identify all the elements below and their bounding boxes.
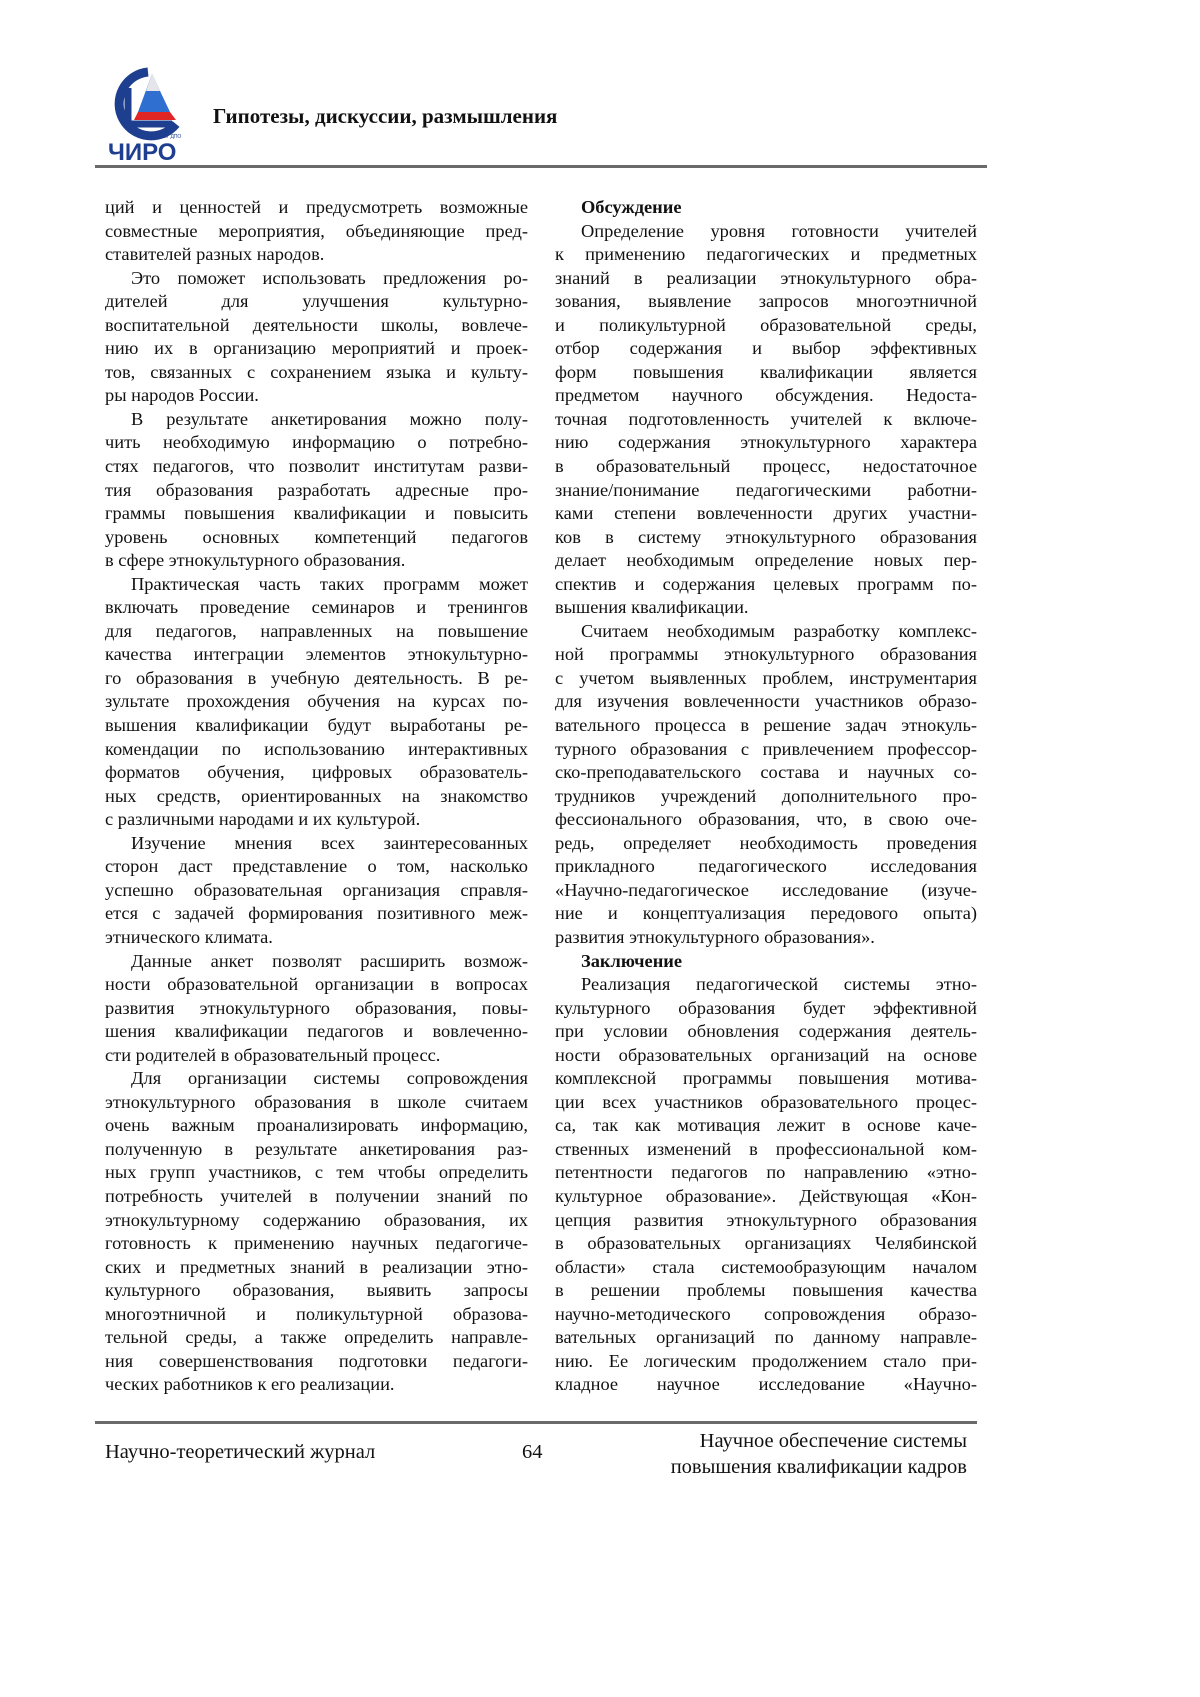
text-line: тельной среды, а также определить направле- bbox=[105, 1326, 528, 1350]
text-line: трудников учреждений дополнительного про- bbox=[555, 785, 977, 809]
text-line: развития этнокультурного образования». bbox=[555, 926, 977, 950]
left-column bbox=[105, 196, 528, 1397]
text-line: комендации по использованию интерактивных bbox=[105, 738, 528, 762]
paragraph bbox=[555, 973, 977, 1397]
text-line: для изучения вовлеченности участников образо- bbox=[555, 690, 977, 714]
section-heading: Обсуждение bbox=[555, 196, 977, 220]
svg-text:ГБУ ДПО: ГБУ ДПО bbox=[160, 134, 181, 140]
text-line: дителей для улучшения культурно- bbox=[105, 290, 528, 314]
text-line: фессионального образования, что, в свою оче- bbox=[555, 808, 977, 832]
text-line: зования, выявление запросов многоэтничной bbox=[555, 290, 977, 314]
text-line: включать проведение семинаров и тренингов bbox=[105, 596, 528, 620]
text-line: ками степени вовлеченности других участни- bbox=[555, 502, 977, 526]
text-line: вательного процесса в решение задач этнокуль- bbox=[555, 714, 977, 738]
text-line: с различными народами и их культурой. bbox=[105, 808, 528, 832]
text-line: этнокультурному содержанию образования, их bbox=[105, 1209, 528, 1233]
text-line: предметом научного обсуждения. Недоста- bbox=[555, 384, 977, 408]
text-line: тия образования разработать адресные про- bbox=[105, 479, 528, 503]
text-line: нию. Ее логическим продолжением стало при- bbox=[555, 1350, 977, 1374]
footer-divider bbox=[95, 1421, 977, 1424]
text-line: спектив и содержания целевых программ по- bbox=[555, 573, 977, 597]
text-line: тов, связанных с сохранением языка и культу- bbox=[105, 361, 528, 385]
text-line: кладное научное исследование «Научно- bbox=[555, 1373, 977, 1397]
text-line: сторон даст представление о том, насколько bbox=[105, 855, 528, 879]
section-heading: Заключение bbox=[555, 950, 977, 974]
right-column bbox=[555, 196, 977, 1397]
text-line: знаний в реализации этнокультурного обра- bbox=[555, 267, 977, 291]
text-line: вышения квалификации будут выработаны ре- bbox=[105, 714, 528, 738]
text-line: делает необходимым определение новых пер- bbox=[555, 549, 977, 573]
text-line: цепция развития этнокультурного образования bbox=[555, 1209, 977, 1233]
text-line: развития этнокультурного образования, повы- bbox=[105, 997, 528, 1021]
text-line: ных групп участников, с тем чтобы определить bbox=[105, 1161, 528, 1185]
text-line: научно-методического сопровождения образо- bbox=[555, 1303, 977, 1327]
text-line: качества интеграции элементов этнокультурно- bbox=[105, 643, 528, 667]
text-line: культурного образования, выявить запросы bbox=[105, 1279, 528, 1303]
text-line: в образовательный процесс, недостаточное bbox=[555, 455, 977, 479]
text-line: ков в систему этнокультурного образования bbox=[555, 526, 977, 550]
text-line: комплексной программы повышения мотива- bbox=[555, 1067, 977, 1091]
text-line: ры народов России. bbox=[105, 384, 528, 408]
text-line: ности образовательной организации в вопросах bbox=[105, 973, 528, 997]
text-line: форматов обучения, цифровых образователь- bbox=[105, 761, 528, 785]
text-line: форм повышения квалификации является bbox=[555, 361, 977, 385]
paragraph bbox=[105, 196, 528, 267]
text-line: к применению педагогических и предметных bbox=[555, 243, 977, 267]
paragraph bbox=[105, 832, 528, 950]
text-line: отбор содержания и выбор эффективных bbox=[555, 337, 977, 361]
text-line: го образования в учебную деятельность. В ре- bbox=[105, 667, 528, 691]
text-line: зультате прохождения обучения на курсах по- bbox=[105, 690, 528, 714]
text-line: готовность к применению научных педагогиче- bbox=[105, 1232, 528, 1256]
text-line: ется с задачей формирования позитивного меж- bbox=[105, 902, 528, 926]
text-line: и поликультурной образовательной среды, bbox=[555, 314, 977, 338]
paragraph bbox=[555, 620, 977, 950]
text-line: чить необходимую информацию о потребно- bbox=[105, 431, 528, 455]
paragraph bbox=[105, 408, 528, 573]
text-line: уровень основных компетенций педагогов bbox=[105, 526, 528, 550]
text-line: ние и концептуализация передового опыта) bbox=[555, 902, 977, 926]
text-line: шения квалификации педагогов и вовлеченно- bbox=[105, 1020, 528, 1044]
text-line: Считаем необходимым разработку комплекс- bbox=[555, 620, 977, 644]
text-line: в решении проблемы повышения качества bbox=[555, 1279, 977, 1303]
text-line: Практическая часть таких программ может bbox=[105, 573, 528, 597]
text-line: ско-преподавательского состава и научных со- bbox=[555, 761, 977, 785]
paragraph bbox=[555, 220, 977, 620]
text-line: ных средств, ориентированных на знакомство bbox=[105, 785, 528, 809]
text-line: с учетом выявленных проблем, инструментария bbox=[555, 667, 977, 691]
text-line: турного образования с привлечением профессор- bbox=[555, 738, 977, 762]
text-line: области» стала системообразующим началом bbox=[555, 1256, 977, 1280]
text-line: В результате анкетирования можно полу- bbox=[105, 408, 528, 432]
text-line: ния совершенствования подготовки педагоги- bbox=[105, 1350, 528, 1374]
section-title: Гипотезы, дискуссии, размышления bbox=[213, 104, 557, 129]
footer-journal: Научно-теоретический журнал bbox=[105, 1439, 375, 1465]
text-line: вательных организаций по данному направле- bbox=[555, 1326, 977, 1350]
text-line: Изучение мнения всех заинтересованных bbox=[105, 832, 528, 856]
footer-title-line: повышения квалификации кадров bbox=[671, 1454, 967, 1480]
text-line: петентности педагогов по направлению «этно- bbox=[555, 1161, 977, 1185]
text-line: редь, определяет необходимость проведения bbox=[555, 832, 977, 856]
text-line: в образовательных организациях Челябинской bbox=[555, 1232, 977, 1256]
text-line: сти родителей в образовательный процесс. bbox=[105, 1044, 528, 1068]
text-line: культурное образование». Действующая «Кон- bbox=[555, 1185, 977, 1209]
text-line: нию их в организацию мероприятий и проек- bbox=[105, 337, 528, 361]
header-divider bbox=[95, 165, 987, 168]
text-line: Для организации системы сопровождения bbox=[105, 1067, 528, 1091]
text-line: ческих работников к его реализации. bbox=[105, 1373, 528, 1397]
text-line: культурного образования будет эффективной bbox=[555, 997, 977, 1021]
footer-title bbox=[671, 1428, 967, 1480]
text-line: Данные анкет позволят расширить возмож- bbox=[105, 950, 528, 974]
text-line: ной программы этнокультурного образования bbox=[555, 643, 977, 667]
text-line: успешно образовательная организация справля- bbox=[105, 879, 528, 903]
text-line: ций и ценностей и предусмотреть возможные bbox=[105, 196, 528, 220]
text-line: Определение уровня готовности учителей bbox=[555, 220, 977, 244]
footer-title-line: Научное обеспечение системы bbox=[671, 1428, 967, 1454]
text-line: потребность учителей в получении знаний по bbox=[105, 1185, 528, 1209]
text-line: нию содержания этнокультурного характера bbox=[555, 431, 977, 455]
text-line: ставителей разных народов. bbox=[105, 243, 528, 267]
chiro-logo bbox=[108, 66, 188, 166]
paragraph bbox=[105, 267, 528, 408]
text-line: этнического климата. bbox=[105, 926, 528, 950]
text-line: ности образовательных организаций на основе bbox=[555, 1044, 977, 1068]
text-line: «Научно-педагогическое исследование (изуче- bbox=[555, 879, 977, 903]
text-line: этнокультурного образования в школе считаем bbox=[105, 1091, 528, 1115]
text-line: полученную в результате анкетирования раз- bbox=[105, 1138, 528, 1162]
text-line: совместные мероприятия, объединяющие пред- bbox=[105, 220, 528, 244]
text-line: граммы повышения квалификации и повысить bbox=[105, 502, 528, 526]
text-line: Реализация педагогической системы этно- bbox=[555, 973, 977, 997]
paragraph bbox=[105, 950, 528, 1068]
text-line: очень важным проанализировать информацию, bbox=[105, 1114, 528, 1138]
text-line: воспитательной деятельности школы, вовлече- bbox=[105, 314, 528, 338]
text-line: прикладного педагогического исследования bbox=[555, 855, 977, 879]
paragraph bbox=[105, 1067, 528, 1397]
text-line: ции всех участников образовательного процес- bbox=[555, 1091, 977, 1115]
text-line: ских и предметных знаний в реализации этно- bbox=[105, 1256, 528, 1280]
text-line: стях педагогов, что позволит институтам разви- bbox=[105, 455, 528, 479]
page-number: 64 bbox=[522, 1439, 543, 1465]
text-line: са, так как мотивация лежит в основе каче- bbox=[555, 1114, 977, 1138]
text-line: ственных изменений в профессиональной ком- bbox=[555, 1138, 977, 1162]
text-line: многоэтничной и поликультурной образова- bbox=[105, 1303, 528, 1327]
text-line: для педагогов, направленных на повышение bbox=[105, 620, 528, 644]
text-line: вышения квалификации. bbox=[555, 596, 977, 620]
logo-text: ЧИРО bbox=[108, 139, 176, 166]
text-line: Это поможет использовать предложения ро- bbox=[105, 267, 528, 291]
paragraph bbox=[105, 573, 528, 832]
text-line: точная подготовленность учителей к включе- bbox=[555, 408, 977, 432]
text-line: знание/понимание педагогическими работни- bbox=[555, 479, 977, 503]
text-line: в сфере этнокультурного образования. bbox=[105, 549, 528, 573]
text-line: при условии обновления содержания деятель- bbox=[555, 1020, 977, 1044]
